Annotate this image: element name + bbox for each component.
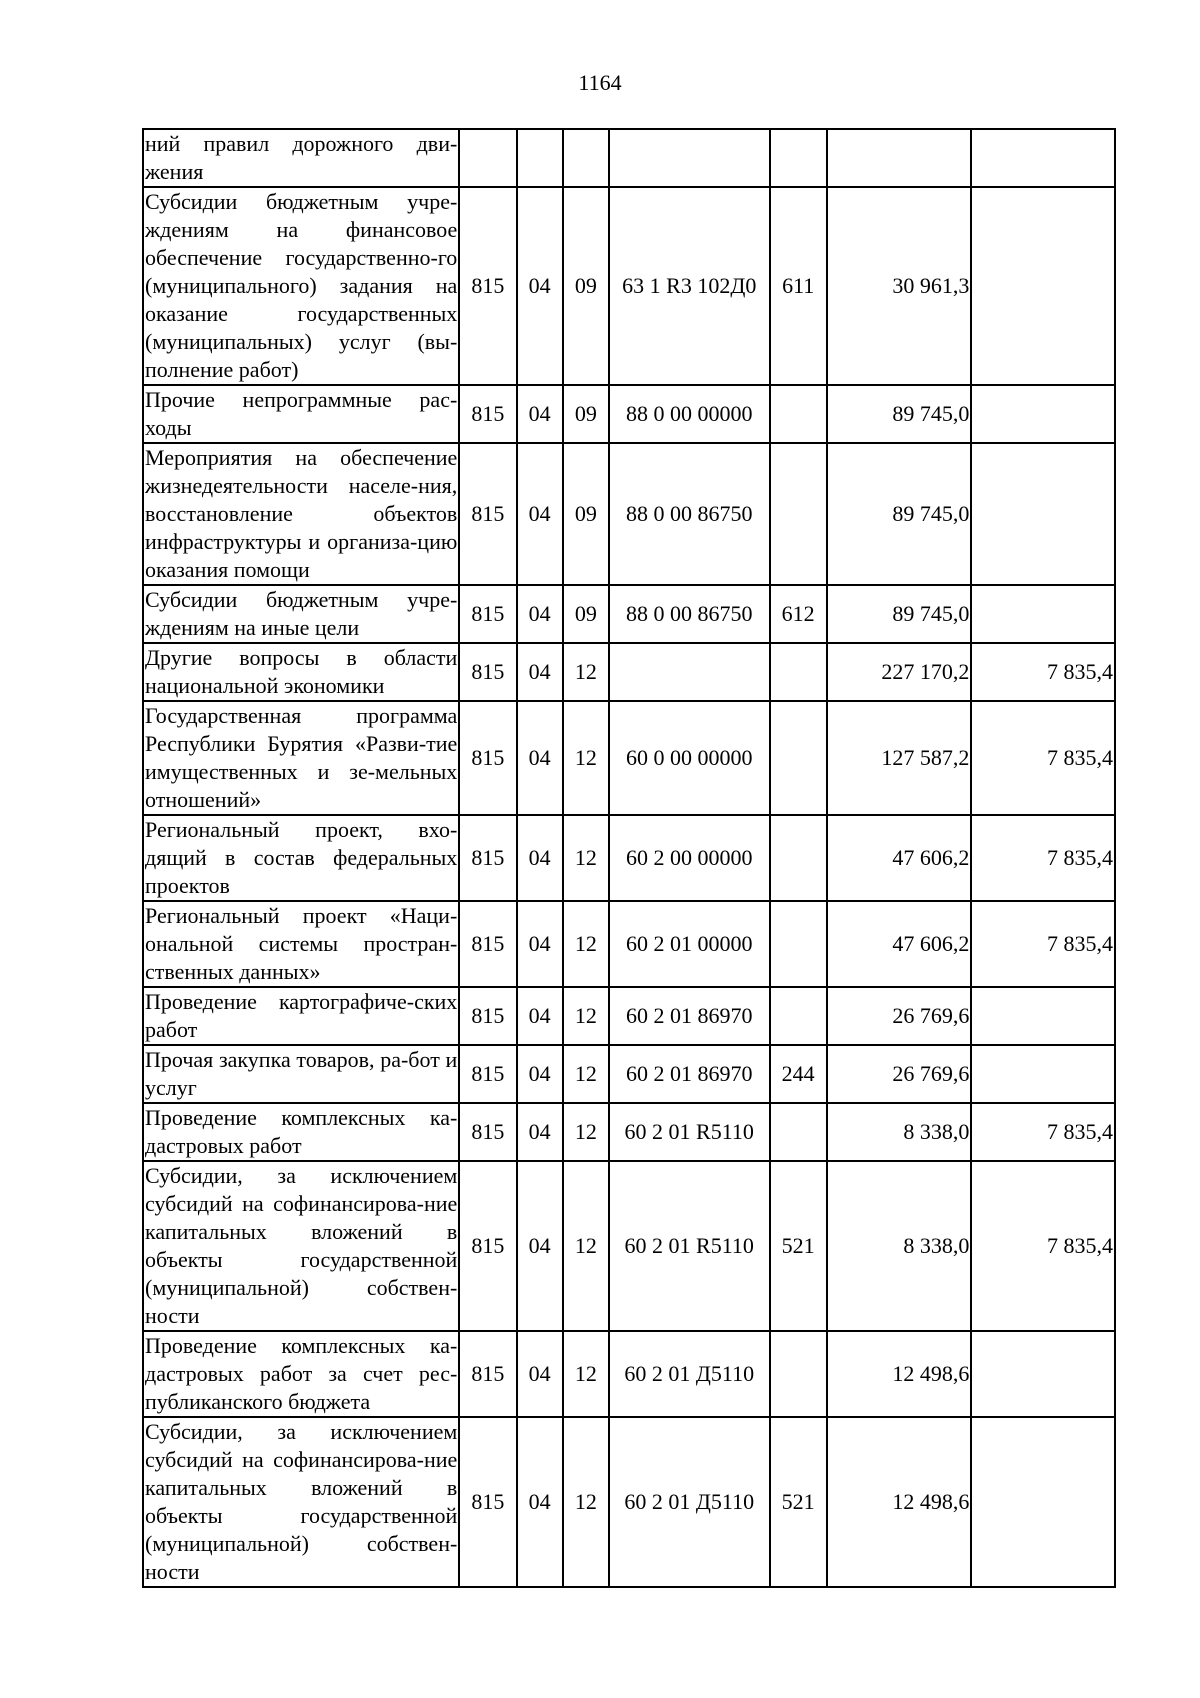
target-article-cell: 60 2 01 86970 xyxy=(609,987,770,1045)
amount-cell: 26 769,6 xyxy=(827,987,972,1045)
expense-type-cell: 611 xyxy=(770,187,827,385)
section-code-cell: 04 xyxy=(517,187,563,385)
target-article-cell: 60 2 00 00000 xyxy=(609,815,770,901)
ministry-code-cell: 815 xyxy=(459,987,516,1045)
federal-amount-cell: 7 835,4 xyxy=(971,1161,1115,1331)
table-row xyxy=(143,1103,1115,1161)
ministry-code-cell: 815 xyxy=(459,187,516,385)
target-article-cell: 60 2 01 Д5110 xyxy=(609,1331,770,1417)
table-row xyxy=(143,385,1115,443)
ministry-code-cell: 815 xyxy=(459,1103,516,1161)
target-article-cell: 60 2 01 Д5110 xyxy=(609,1417,770,1587)
target-article-cell: 60 2 01 86970 xyxy=(609,1045,770,1103)
amount-cell: 89 745,0 xyxy=(827,385,972,443)
amount-cell: 127 587,2 xyxy=(827,701,972,815)
ministry-code-cell: 815 xyxy=(459,815,516,901)
section-code-cell: 04 xyxy=(517,1331,563,1417)
row-name-cell: Субсидии, за исключением субсидий на софинансирова-ние капитальных вложений в объекты государственной (муниципальной) собствен-ности xyxy=(143,1161,459,1331)
target-article-cell: 63 1 R3 102Д0 xyxy=(609,187,770,385)
target-article-cell: 60 2 01 R5110 xyxy=(609,1161,770,1331)
section-code-cell: 04 xyxy=(517,443,563,585)
expense-type-cell xyxy=(770,701,827,815)
amount-cell: 8 338,0 xyxy=(827,1103,972,1161)
federal-amount-cell: 7 835,4 xyxy=(971,643,1115,701)
table-row xyxy=(143,1045,1115,1103)
ministry-code-cell: 815 xyxy=(459,1045,516,1103)
federal-amount-cell xyxy=(971,1417,1115,1587)
ministry-code-cell: 815 xyxy=(459,385,516,443)
row-name-cell: Проведение комплексных ка-дастровых работ за счет рес-публиканского бюджета xyxy=(143,1331,459,1417)
row-name-cell: Прочие непрограммные рас-ходы xyxy=(143,385,459,443)
section-code-cell: 04 xyxy=(517,987,563,1045)
ministry-code-cell: 815 xyxy=(459,585,516,643)
amount-cell: 89 745,0 xyxy=(827,585,972,643)
subsection-code-cell: 12 xyxy=(563,643,609,701)
amount-cell: 26 769,6 xyxy=(827,1045,972,1103)
section-code-cell: 04 xyxy=(517,1161,563,1331)
subsection-code-cell: 12 xyxy=(563,701,609,815)
ministry-code-cell xyxy=(459,129,516,187)
section-code-cell: 04 xyxy=(517,815,563,901)
amount-cell: 8 338,0 xyxy=(827,1161,972,1331)
row-name-cell: Мероприятия на обеспечение жизнедеятельности населе-ния, восстановление объектов инфраструктуры и организа-цию оказания помощи xyxy=(143,443,459,585)
amount-cell: 47 606,2 xyxy=(827,815,972,901)
table-row xyxy=(143,129,1115,187)
expense-type-cell xyxy=(770,815,827,901)
amount-cell: 12 498,6 xyxy=(827,1331,972,1417)
table-row xyxy=(143,815,1115,901)
row-name-cell: ний правил дорожного дви-жения xyxy=(143,129,459,187)
section-code-cell xyxy=(517,129,563,187)
subsection-code-cell: 09 xyxy=(563,187,609,385)
target-article-cell: 60 0 00 00000 xyxy=(609,701,770,815)
target-article-cell: 88 0 00 86750 xyxy=(609,585,770,643)
section-code-cell: 04 xyxy=(517,1045,563,1103)
section-code-cell: 04 xyxy=(517,643,563,701)
federal-amount-cell: 7 835,4 xyxy=(971,1103,1115,1161)
expense-type-cell xyxy=(770,1331,827,1417)
federal-amount-cell xyxy=(971,987,1115,1045)
target-article-cell xyxy=(609,129,770,187)
row-name-cell: Региональный проект «Наци-ональной системы простран-ственных данных» xyxy=(143,901,459,987)
table-row xyxy=(143,901,1115,987)
target-article-cell: 60 2 01 R5110 xyxy=(609,1103,770,1161)
amount-cell: 89 745,0 xyxy=(827,443,972,585)
amount-cell: 47 606,2 xyxy=(827,901,972,987)
amount-cell: 12 498,6 xyxy=(827,1417,972,1587)
subsection-code-cell: 12 xyxy=(563,987,609,1045)
federal-amount-cell xyxy=(971,1331,1115,1417)
subsection-code-cell: 12 xyxy=(563,901,609,987)
expense-type-cell: 244 xyxy=(770,1045,827,1103)
ministry-code-cell: 815 xyxy=(459,443,516,585)
table-row xyxy=(143,701,1115,815)
table-row xyxy=(143,443,1115,585)
target-article-cell xyxy=(609,643,770,701)
row-name-cell: Прочая закупка товаров, ра-бот и услуг xyxy=(143,1045,459,1103)
expense-type-cell: 612 xyxy=(770,585,827,643)
section-code-cell: 04 xyxy=(517,585,563,643)
expense-type-cell xyxy=(770,987,827,1045)
ministry-code-cell: 815 xyxy=(459,1331,516,1417)
section-code-cell: 04 xyxy=(517,1417,563,1587)
federal-amount-cell xyxy=(971,1045,1115,1103)
table-row xyxy=(143,1417,1115,1587)
expense-type-cell xyxy=(770,385,827,443)
page-number: 1164 xyxy=(578,70,622,95)
subsection-code-cell: 09 xyxy=(563,443,609,585)
section-code-cell: 04 xyxy=(517,385,563,443)
budget-table-body xyxy=(143,129,1115,1587)
row-name-cell: Субсидии бюджетным учре-ждениям на финансовое обеспечение государственно-го (муниципального) задания на оказание государственных (муниципальных) услуг (вы-полнение работ) xyxy=(143,187,459,385)
row-name-cell: Субсидии, за исключением субсидий на софинансирова-ние капитальных вложений в объекты государственной (муниципальной) собствен-ности xyxy=(143,1417,459,1587)
table-row xyxy=(143,1161,1115,1331)
expense-type-cell xyxy=(770,901,827,987)
section-code-cell: 04 xyxy=(517,1103,563,1161)
federal-amount-cell xyxy=(971,385,1115,443)
subsection-code-cell: 12 xyxy=(563,1417,609,1587)
federal-amount-cell xyxy=(971,129,1115,187)
subsection-code-cell: 12 xyxy=(563,1331,609,1417)
ministry-code-cell: 815 xyxy=(459,1161,516,1331)
subsection-code-cell: 12 xyxy=(563,1161,609,1331)
table-row xyxy=(143,585,1115,643)
section-code-cell: 04 xyxy=(517,901,563,987)
target-article-cell: 60 2 01 00000 xyxy=(609,901,770,987)
table-row xyxy=(143,987,1115,1045)
ministry-code-cell: 815 xyxy=(459,901,516,987)
federal-amount-cell xyxy=(971,585,1115,643)
subsection-code-cell: 09 xyxy=(563,385,609,443)
table-row xyxy=(143,643,1115,701)
row-name-cell: Проведение комплексных ка-дастровых работ xyxy=(143,1103,459,1161)
federal-amount-cell xyxy=(971,443,1115,585)
table-row xyxy=(143,187,1115,385)
subsection-code-cell: 12 xyxy=(563,1103,609,1161)
federal-amount-cell: 7 835,4 xyxy=(971,901,1115,987)
ministry-code-cell: 815 xyxy=(459,701,516,815)
subsection-code-cell: 09 xyxy=(563,585,609,643)
expense-type-cell xyxy=(770,129,827,187)
row-name-cell: Проведение картографиче-ских работ xyxy=(143,987,459,1045)
target-article-cell: 88 0 00 86750 xyxy=(609,443,770,585)
ministry-code-cell: 815 xyxy=(459,1417,516,1587)
expense-type-cell: 521 xyxy=(770,1417,827,1587)
federal-amount-cell: 7 835,4 xyxy=(971,815,1115,901)
expense-type-cell xyxy=(770,443,827,585)
expense-type-cell xyxy=(770,643,827,701)
row-name-cell: Государственная программа Республики Бурятия «Разви-тие имущественных и зе-мельных отношений» xyxy=(143,701,459,815)
amount-cell: 30 961,3 xyxy=(827,187,972,385)
ministry-code-cell: 815 xyxy=(459,643,516,701)
budget-table xyxy=(142,128,1116,1588)
row-name-cell: Субсидии бюджетным учре-ждениям на иные цели xyxy=(143,585,459,643)
target-article-cell: 88 0 00 00000 xyxy=(609,385,770,443)
subsection-code-cell: 12 xyxy=(563,1045,609,1103)
table-row xyxy=(143,1331,1115,1417)
federal-amount-cell xyxy=(971,187,1115,385)
subsection-code-cell: 12 xyxy=(563,815,609,901)
expense-type-cell: 521 xyxy=(770,1161,827,1331)
section-code-cell: 04 xyxy=(517,701,563,815)
row-name-cell: Другие вопросы в области национальной экономики xyxy=(143,643,459,701)
subsection-code-cell xyxy=(563,129,609,187)
row-name-cell: Региональный проект, вхо-дящий в состав федеральных проектов xyxy=(143,815,459,901)
amount-cell: 227 170,2 xyxy=(827,643,972,701)
amount-cell xyxy=(827,129,972,187)
expense-type-cell xyxy=(770,1103,827,1161)
federal-amount-cell: 7 835,4 xyxy=(971,701,1115,815)
